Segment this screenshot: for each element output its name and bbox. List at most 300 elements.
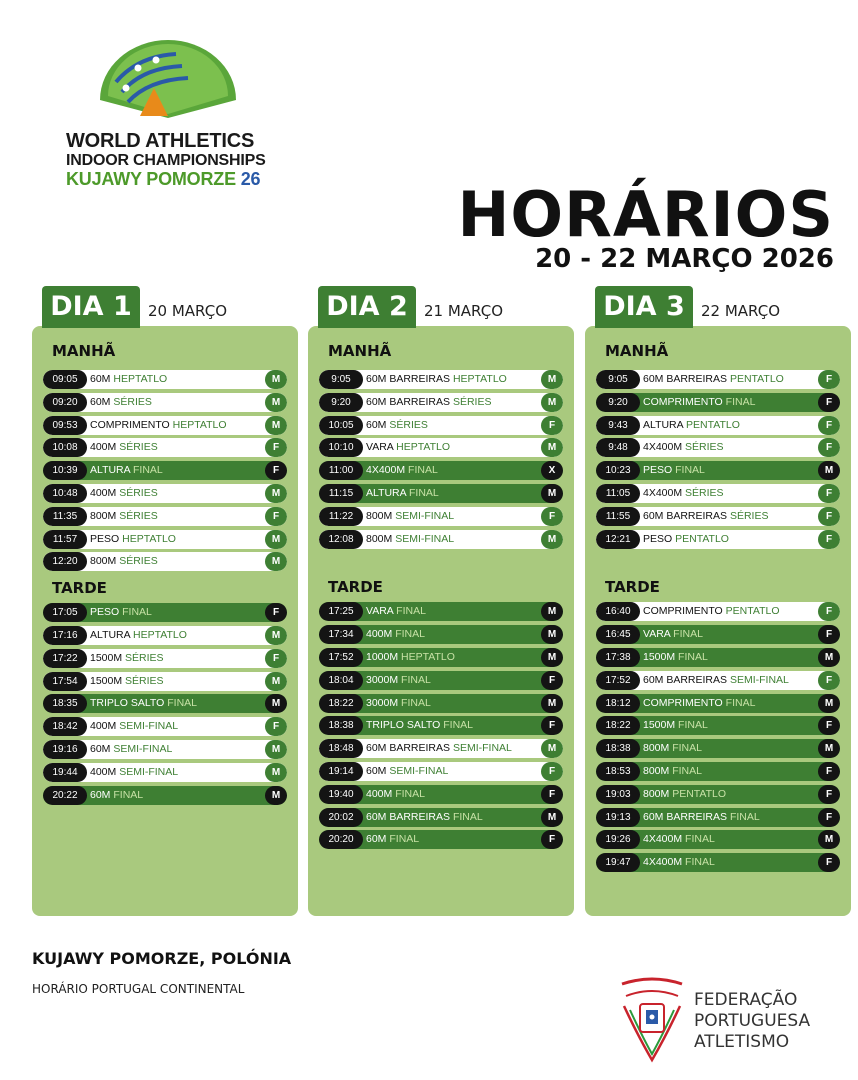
event-discipline: ALTURA: [90, 464, 131, 477]
event-sex-badge: M: [541, 808, 563, 827]
event-sex-badge: M: [541, 484, 563, 503]
day-date: 22 MARÇO: [701, 302, 781, 320]
event-time: 18:35: [43, 694, 87, 713]
schedule-row: [319, 671, 563, 690]
event-sex-badge: M: [818, 648, 840, 667]
event-discipline: 400M: [366, 787, 393, 800]
schedule-row: [319, 716, 563, 735]
event-time: 11:00: [319, 461, 363, 480]
event-sex-badge: F: [541, 762, 563, 781]
event-discipline: 60M: [90, 788, 111, 801]
event-name: [87, 416, 265, 435]
day-tab: DIA 3: [595, 286, 693, 328]
event-discipline: 400M: [366, 628, 393, 641]
schedule-row: [43, 717, 287, 736]
event-phase: FINAL: [395, 787, 425, 800]
schedule-row: [43, 507, 287, 526]
event-time: 12:21: [596, 530, 640, 549]
event-phase: HEPTATLO: [396, 441, 451, 454]
event-name: [87, 484, 265, 503]
federation-line3: ATLETISMO: [694, 1032, 790, 1052]
event-discipline: 60M BARREIRAS: [366, 373, 451, 385]
event-name: [640, 830, 818, 849]
event-name: [87, 461, 265, 480]
event-time: 11:35: [43, 507, 87, 526]
event-time: 20:22: [43, 786, 87, 805]
event-name: [640, 785, 818, 804]
event-discipline: 1500M: [643, 719, 676, 732]
event-time: 9:48: [596, 438, 640, 457]
event-discipline: 60M BARREIRAS: [643, 673, 728, 686]
schedule-row: [596, 808, 840, 827]
event-phase: FINAL: [133, 464, 163, 477]
event-name: [640, 530, 818, 549]
event-time: 9:20: [319, 393, 363, 412]
event-name: [640, 370, 818, 389]
event-sex-badge: X: [541, 461, 563, 480]
event-time: 17:38: [596, 648, 640, 667]
event-name: [87, 786, 265, 805]
event-phase: HEPTATLO: [122, 532, 176, 545]
event-name: [363, 530, 541, 549]
schedule-row: [43, 626, 287, 645]
event-phase: FINAL: [678, 651, 708, 663]
schedule-row: [43, 484, 287, 503]
event-time: 20:02: [319, 808, 363, 827]
event-name: [363, 694, 541, 713]
event-phase: SEMI-FINAL: [395, 509, 455, 522]
event-discipline: 3000M: [366, 673, 399, 686]
event-time: 11:05: [596, 484, 640, 503]
event-name: [640, 602, 818, 621]
event-phase: FINAL: [401, 673, 431, 686]
schedule-row: [43, 461, 287, 480]
event-sex-badge: F: [818, 507, 840, 526]
event-sex-badge: F: [541, 507, 563, 526]
event-discipline: ALTURA: [366, 487, 407, 499]
event-discipline: VARA: [366, 441, 394, 454]
event-time: 19:13: [596, 808, 640, 827]
event-name: [87, 717, 265, 736]
schedule-row: [596, 438, 840, 457]
event-sex-badge: F: [818, 716, 840, 735]
event-sex-badge: F: [541, 785, 563, 804]
schedule-row: [319, 625, 563, 644]
schedule-row: [43, 763, 287, 782]
event-discipline: 400M: [90, 720, 117, 733]
event-phase: FINAL: [729, 810, 760, 823]
section-afternoon-label: TARDE: [52, 579, 107, 598]
event-time: 18:38: [319, 716, 363, 735]
event-name: [87, 763, 265, 782]
event-discipline: 1500M: [90, 674, 123, 687]
federation-line2: PORTUGUESA: [694, 1011, 811, 1031]
event-name: [87, 438, 265, 457]
schedule-row: [596, 602, 840, 621]
event-phase: PENTATLO: [686, 418, 740, 431]
event-sex-badge: M: [265, 393, 287, 412]
event-discipline: 4X400M: [643, 441, 683, 454]
event-time: 18:42: [43, 717, 87, 736]
event-time: 17:25: [319, 602, 363, 621]
event-sex-badge: F: [818, 808, 840, 827]
schedule-row: [319, 416, 563, 435]
logo-text-line1: WORLD ATHLETICS: [66, 130, 255, 152]
event-discipline: 3000M: [366, 696, 399, 709]
event-name: [87, 552, 265, 571]
event-time: 17:05: [43, 603, 87, 622]
event-phase: SÉRIES: [119, 487, 158, 499]
event-phase: FINAL: [409, 487, 439, 499]
event-name: [363, 648, 541, 667]
schedule-row: [319, 438, 563, 457]
event-sex-badge: F: [818, 416, 840, 435]
event-name: [640, 416, 818, 435]
event-discipline: 4X400M: [643, 487, 683, 499]
event-sex-badge: F: [265, 461, 287, 480]
event-sex-badge: M: [265, 370, 287, 389]
schedule-row: [596, 530, 840, 549]
event-discipline: TRIPLO SALTO: [366, 719, 441, 732]
event-time: 18:22: [596, 716, 640, 735]
event-sex-badge: M: [265, 416, 287, 435]
event-phase: SEMI-FINAL: [119, 720, 179, 733]
event-discipline: 800M: [643, 765, 670, 777]
schedule-row: [596, 853, 840, 872]
event-name: [363, 416, 541, 435]
event-sex-badge: M: [541, 438, 563, 457]
event-time: 17:34: [319, 625, 363, 644]
event-sex-badge: F: [541, 830, 563, 849]
event-name: [87, 626, 265, 645]
event-phase: SÉRIES: [119, 555, 158, 568]
event-time: 17:52: [596, 671, 640, 690]
schedule-row: [596, 625, 840, 644]
event-phase: PENTATLO: [729, 373, 784, 385]
schedule-row: [43, 649, 287, 668]
schedule-row: [319, 830, 563, 849]
section-morning-label: MANHÃ: [52, 342, 116, 360]
schedule-row: [596, 484, 840, 503]
event-time: 12:08: [319, 530, 363, 549]
federation-emblem-icon: [618, 976, 686, 1064]
event-phase: HEPTATLO: [172, 418, 227, 431]
event-phase: FINAL: [685, 856, 715, 869]
event-time: 18:48: [319, 739, 363, 758]
event-time: 09:05: [43, 370, 87, 389]
event-phase: FINAL: [685, 833, 715, 846]
federation-name: [694, 990, 810, 1053]
event-discipline: 60M: [90, 395, 111, 408]
event-sex-badge: F: [265, 438, 287, 457]
schedule-row: [596, 694, 840, 713]
event-phase: SÉRIES: [729, 509, 769, 522]
event-phase: PENTATLO: [675, 532, 729, 545]
event-name: [363, 671, 541, 690]
event-time: 17:54: [43, 672, 87, 691]
event-name: [640, 808, 818, 827]
event-time: 20:20: [319, 830, 363, 849]
event-phase: HEPTATLO: [113, 373, 168, 385]
event-phase: FINAL: [401, 696, 431, 709]
event-sex-badge: M: [541, 393, 563, 412]
event-time: 19:16: [43, 740, 87, 759]
event-phase: SEMI-FINAL: [113, 743, 173, 755]
event-phase: SÉRIES: [119, 509, 158, 522]
event-discipline: 800M: [643, 787, 670, 800]
event-time: 18:12: [596, 694, 640, 713]
event-sex-badge: F: [818, 762, 840, 781]
event-time: 11:22: [319, 507, 363, 526]
event-discipline: 1500M: [643, 651, 676, 663]
schedule-row: [319, 484, 563, 503]
event-sex-badge: M: [541, 739, 563, 758]
event-name: [363, 785, 541, 804]
event-discipline: 1000M: [366, 651, 399, 663]
event-phase: SEMI-FINAL: [119, 765, 179, 778]
event-phase: FINAL: [122, 606, 152, 619]
event-discipline: 60M: [366, 833, 387, 846]
schedule-row: [596, 785, 840, 804]
event-phase: FINAL: [672, 742, 702, 755]
event-time: 19:14: [319, 762, 363, 781]
schedule-row: [43, 672, 287, 691]
event-phase: SÉRIES: [119, 441, 158, 454]
event-time: 9:43: [596, 416, 640, 435]
event-time: 18:53: [596, 762, 640, 781]
schedule-row: [43, 786, 287, 805]
schedule-row: [319, 808, 563, 827]
event-name: [640, 625, 818, 644]
schedule-row: [43, 603, 287, 622]
event-discipline: COMPRIMENTO: [90, 418, 170, 431]
event-sex-badge: M: [265, 694, 287, 713]
event-phase: FINAL: [675, 464, 705, 477]
event-phase: SÉRIES: [389, 418, 428, 431]
schedule-row: [43, 552, 287, 571]
event-sex-badge: F: [818, 393, 840, 412]
event-name: [87, 507, 265, 526]
event-name: [640, 461, 818, 480]
event-time: 18:22: [319, 694, 363, 713]
event-sex-badge: M: [265, 552, 287, 571]
event-phase: FINAL: [443, 719, 473, 732]
schedule-row: [43, 530, 287, 549]
event-phase: FINAL: [725, 696, 756, 709]
schedule-row: [319, 461, 563, 480]
event-sex-badge: F: [818, 438, 840, 457]
event-phase: SÉRIES: [125, 651, 164, 664]
day-tab: DIA 2: [318, 286, 416, 328]
day-date: 21 MARÇO: [424, 302, 504, 320]
schedule-row: [596, 671, 840, 690]
schedule-row: [319, 648, 563, 667]
schedule-row: [43, 393, 287, 412]
event-discipline: 400M: [90, 441, 117, 454]
event-time: 16:45: [596, 625, 640, 644]
event-discipline: PESO: [90, 606, 120, 619]
event-discipline: 60M BARREIRAS: [643, 509, 728, 522]
page-dates: 20 - 22 MARÇO 2026: [535, 244, 834, 274]
event-name: [87, 370, 265, 389]
event-name: [640, 507, 818, 526]
event-phase: SÉRIES: [685, 441, 724, 454]
event-name: [87, 672, 265, 691]
event-sex-badge: F: [818, 370, 840, 389]
event-discipline: 4X400M: [643, 833, 683, 846]
footer-location: KUJAWY POMORZE, POLÓNIA: [32, 949, 292, 968]
event-discipline: VARA: [643, 628, 671, 641]
schedule-row: [319, 785, 563, 804]
event-name: [87, 393, 265, 412]
event-discipline: 800M: [366, 509, 393, 522]
event-discipline: 60M: [366, 418, 387, 431]
event-phase: FINAL: [395, 628, 425, 641]
event-time: 10:10: [319, 438, 363, 457]
event-sex-badge: F: [818, 602, 840, 621]
event-phase: PENTATLO: [725, 605, 780, 618]
event-sex-badge: M: [541, 694, 563, 713]
event-name: [640, 393, 818, 412]
schedule-row: [319, 370, 563, 389]
event-sex-badge: M: [541, 602, 563, 621]
event-time: 9:20: [596, 393, 640, 412]
event-discipline: TRIPLO SALTO: [90, 697, 165, 710]
event-phase: SEMI-FINAL: [452, 742, 512, 755]
event-phase: SEMI-FINAL: [389, 765, 449, 777]
event-name: [87, 530, 265, 549]
event-time: 18:38: [596, 739, 640, 758]
event-name: [87, 649, 265, 668]
schedule-row: [596, 393, 840, 412]
event-sex-badge: M: [265, 786, 287, 805]
event-time: 10:48: [43, 484, 87, 503]
event-time: 19:03: [596, 785, 640, 804]
event-name: [640, 648, 818, 667]
event-time: 19:47: [596, 853, 640, 872]
event-sex-badge: F: [818, 671, 840, 690]
schedule-row: [596, 830, 840, 849]
page-title: HORÁRIOS: [457, 178, 834, 251]
schedule-row: [319, 602, 563, 621]
schedule-row: [319, 694, 563, 713]
schedule-row: [43, 694, 287, 713]
event-discipline: 800M: [90, 555, 117, 568]
event-time: 9:05: [596, 370, 640, 389]
event-name: [363, 507, 541, 526]
event-sex-badge: M: [541, 370, 563, 389]
event-time: 9:05: [319, 370, 363, 389]
event-discipline: PESO: [90, 532, 120, 545]
schedule-row: [319, 530, 563, 549]
event-time: 17:52: [319, 648, 363, 667]
schedule-row: [43, 370, 287, 389]
event-sex-badge: M: [541, 530, 563, 549]
event-phase: FINAL: [408, 464, 438, 477]
event-sex-badge: M: [265, 763, 287, 782]
event-name: [363, 461, 541, 480]
section-afternoon-label: TARDE: [605, 578, 660, 597]
schedule-row: [43, 740, 287, 759]
event-discipline: 800M: [366, 532, 393, 545]
event-name: [640, 716, 818, 735]
event-name: [640, 853, 818, 872]
event-time: 19:40: [319, 785, 363, 804]
event-time: 09:20: [43, 393, 87, 412]
event-name: [640, 694, 818, 713]
event-name: [640, 438, 818, 457]
event-sex-badge: F: [818, 853, 840, 872]
event-name: [640, 671, 818, 690]
event-name: [87, 603, 265, 622]
championship-logo: [60, 38, 280, 198]
event-phase: FINAL: [672, 765, 702, 777]
schedule-row: [596, 716, 840, 735]
event-sex-badge: M: [818, 830, 840, 849]
event-discipline: PESO: [643, 532, 673, 545]
event-phase: HEPTATLO: [133, 629, 187, 641]
event-sex-badge: F: [818, 625, 840, 644]
event-discipline: 4X400M: [643, 856, 683, 869]
event-sex-badge: F: [541, 716, 563, 735]
event-name: [363, 739, 541, 758]
logo-year-text: 26: [240, 169, 261, 189]
event-phase: FINAL: [673, 628, 703, 641]
event-phase: SÉRIES: [125, 674, 164, 687]
event-name: [640, 484, 818, 503]
event-name: [363, 808, 541, 827]
event-name: [363, 438, 541, 457]
event-time: 19:44: [43, 763, 87, 782]
event-discipline: COMPRIMENTO: [643, 696, 723, 709]
event-name: [363, 625, 541, 644]
schedule-row: [319, 762, 563, 781]
event-sex-badge: F: [818, 530, 840, 549]
event-discipline: 60M BARREIRAS: [366, 395, 451, 408]
event-discipline: ALTURA: [643, 418, 684, 431]
event-phase: FINAL: [725, 395, 756, 408]
event-sex-badge: F: [265, 603, 287, 622]
event-discipline: 1500M: [90, 651, 123, 664]
event-discipline: COMPRIMENTO: [643, 395, 723, 408]
schedule-row: [319, 393, 563, 412]
event-time: 19:26: [596, 830, 640, 849]
event-time: 10:05: [319, 416, 363, 435]
event-discipline: 60M: [366, 765, 387, 777]
event-phase: PENTATLO: [672, 787, 727, 800]
section-afternoon-label: TARDE: [328, 578, 383, 597]
event-time: 17:22: [43, 649, 87, 668]
event-discipline: 60M BARREIRAS: [643, 810, 728, 823]
event-sex-badge: M: [818, 694, 840, 713]
schedule-row: [596, 507, 840, 526]
event-phase: SÉRIES: [452, 395, 492, 408]
event-sex-badge: M: [265, 626, 287, 645]
event-name: [363, 393, 541, 412]
schedule-row: [596, 370, 840, 389]
event-name: [363, 762, 541, 781]
event-discipline: PESO: [643, 464, 673, 477]
event-name: [87, 740, 265, 759]
event-discipline: 800M: [90, 509, 117, 522]
event-time: 12:20: [43, 552, 87, 571]
schedule-row: [319, 739, 563, 758]
event-time: 11:57: [43, 530, 87, 549]
schedule-row: [43, 438, 287, 457]
event-sex-badge: M: [541, 648, 563, 667]
event-discipline: 800M: [643, 742, 670, 755]
schedule-row: [596, 416, 840, 435]
